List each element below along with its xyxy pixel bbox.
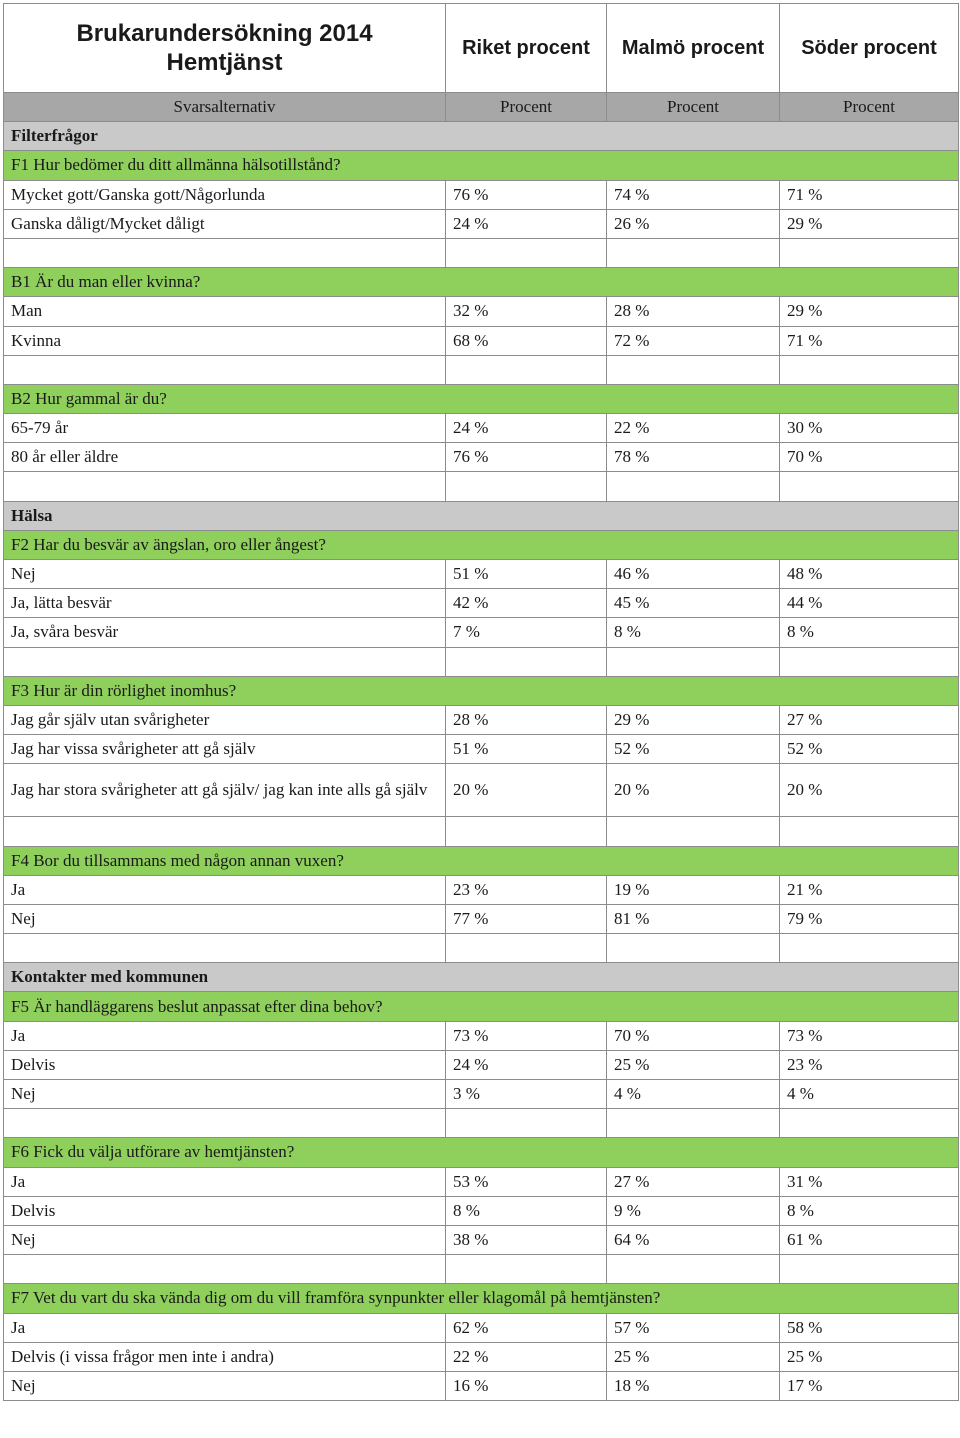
value-cell: 30 % [780, 414, 959, 443]
survey-table [3, 3, 959, 1401]
answer-label: Ganska dåligt/Mycket dåligt [4, 209, 446, 238]
section-title: Kontakter med kommunen [4, 963, 959, 992]
value-cell: 73 % [446, 1021, 607, 1050]
value-cell: 20 % [607, 764, 780, 817]
question-row [4, 846, 959, 875]
spacer-row [4, 647, 959, 676]
value-cell: 8 % [446, 1196, 607, 1225]
subheader-unit: Procent [607, 93, 780, 122]
question-row [4, 530, 959, 559]
value-cell: 23 % [446, 875, 607, 904]
value-cell: 8 % [780, 1196, 959, 1225]
question-row [4, 151, 959, 180]
table-row [4, 1196, 959, 1225]
value-cell: 64 % [607, 1225, 780, 1254]
value-cell: 76 % [446, 180, 607, 209]
subheader-unit: Procent [446, 93, 607, 122]
value-cell: 20 % [446, 764, 607, 817]
table-row [4, 1225, 959, 1254]
value-cell: 79 % [780, 904, 959, 933]
table-row [4, 1050, 959, 1079]
spacer-row [4, 472, 959, 501]
value-cell: 51 % [446, 560, 607, 589]
table-row [4, 1167, 959, 1196]
value-cell: 46 % [607, 560, 780, 589]
subheader-unit: Procent [780, 93, 959, 122]
spacer-row [4, 1109, 959, 1138]
column-header-riket: Riket procent [446, 4, 607, 93]
subheader-row [4, 93, 959, 122]
answer-label: Nej [4, 560, 446, 589]
table-row [4, 764, 959, 817]
value-cell: 72 % [607, 326, 780, 355]
value-cell: 16 % [446, 1371, 607, 1400]
value-cell: 42 % [446, 589, 607, 618]
value-cell: 53 % [446, 1167, 607, 1196]
answer-label: Jag går själv utan svårigheter [4, 705, 446, 734]
table-row [4, 1342, 959, 1371]
question-text: F6 Fick du välja utförare av hemtjänsten? [4, 1138, 959, 1167]
header-row [4, 4, 959, 93]
question-text: F5 Är handläggarens beslut anpassat efter dina behov? [4, 992, 959, 1021]
value-cell: 8 % [780, 618, 959, 647]
section-title: Hälsa [4, 501, 959, 530]
question-row [4, 1284, 959, 1313]
column-header-malmo: Malmö procent [607, 4, 780, 93]
subheader-label: Svarsalternativ [4, 93, 446, 122]
section-row [4, 501, 959, 530]
value-cell: 17 % [780, 1371, 959, 1400]
answer-label: Ja [4, 1313, 446, 1342]
table-row [4, 443, 959, 472]
value-cell: 4 % [780, 1080, 959, 1109]
table-row [4, 560, 959, 589]
value-cell: 7 % [446, 618, 607, 647]
table-row [4, 180, 959, 209]
value-cell: 71 % [780, 180, 959, 209]
value-cell: 44 % [780, 589, 959, 618]
answer-label: Jag har stora svårigheter att gå själv/ jag kan inte alls gå själv [4, 764, 446, 817]
value-cell: 29 % [780, 297, 959, 326]
value-cell: 24 % [446, 209, 607, 238]
answer-label: Nej [4, 1371, 446, 1400]
spacer-row [4, 355, 959, 384]
question-text: F2 Har du besvär av ängslan, oro eller ångest? [4, 530, 959, 559]
section-title: Filterfrågor [4, 122, 959, 151]
value-cell: 28 % [446, 705, 607, 734]
value-cell: 81 % [607, 904, 780, 933]
question-text: F4 Bor du tillsammans med någon annan vuxen? [4, 846, 959, 875]
value-cell: 20 % [780, 764, 959, 817]
answer-label: 65-79 år [4, 414, 446, 443]
question-row [4, 1138, 959, 1167]
value-cell: 45 % [607, 589, 780, 618]
answer-label: Delvis (i vissa frågor men inte i andra) [4, 1342, 446, 1371]
question-row [4, 992, 959, 1021]
value-cell: 24 % [446, 414, 607, 443]
question-row [4, 268, 959, 297]
value-cell: 3 % [446, 1080, 607, 1109]
value-cell: 62 % [446, 1313, 607, 1342]
value-cell: 57 % [607, 1313, 780, 1342]
value-cell: 68 % [446, 326, 607, 355]
table-row [4, 618, 959, 647]
column-header-soder: Söder procent [780, 4, 959, 93]
table-row [4, 209, 959, 238]
value-cell: 22 % [446, 1342, 607, 1371]
value-cell: 76 % [446, 443, 607, 472]
value-cell: 73 % [780, 1021, 959, 1050]
table-row [4, 904, 959, 933]
answer-label: Ja, lätta besvär [4, 589, 446, 618]
value-cell: 71 % [780, 326, 959, 355]
value-cell: 52 % [780, 735, 959, 764]
answer-label: Ja [4, 875, 446, 904]
question-text: B1 Är du man eller kvinna? [4, 268, 959, 297]
value-cell: 61 % [780, 1225, 959, 1254]
answer-label: Delvis [4, 1196, 446, 1225]
value-cell: 22 % [607, 414, 780, 443]
value-cell: 4 % [607, 1080, 780, 1109]
value-cell: 70 % [780, 443, 959, 472]
value-cell: 29 % [780, 209, 959, 238]
value-cell: 8 % [607, 618, 780, 647]
value-cell: 19 % [607, 875, 780, 904]
answer-label: Ja [4, 1167, 446, 1196]
value-cell: 27 % [607, 1167, 780, 1196]
value-cell: 21 % [780, 875, 959, 904]
value-cell: 52 % [607, 735, 780, 764]
table-row [4, 1313, 959, 1342]
value-cell: 48 % [780, 560, 959, 589]
table-row [4, 875, 959, 904]
question-text: F1 Hur bedömer du ditt allmänna hälsotillstånd? [4, 151, 959, 180]
answer-label: Man [4, 297, 446, 326]
value-cell: 9 % [607, 1196, 780, 1225]
question-row [4, 676, 959, 705]
value-cell: 24 % [446, 1050, 607, 1079]
table-row [4, 326, 959, 355]
question-text: F3 Hur är din rörlighet inomhus? [4, 676, 959, 705]
value-cell: 77 % [446, 904, 607, 933]
question-row [4, 384, 959, 413]
value-cell: 26 % [607, 209, 780, 238]
table-row [4, 414, 959, 443]
value-cell: 58 % [780, 1313, 959, 1342]
answer-label: Jag har vissa svårigheter att gå själv [4, 735, 446, 764]
table-row [4, 589, 959, 618]
value-cell: 29 % [607, 705, 780, 734]
question-text: B2 Hur gammal är du? [4, 384, 959, 413]
answer-label: Nej [4, 1225, 446, 1254]
value-cell: 23 % [780, 1050, 959, 1079]
value-cell: 51 % [446, 735, 607, 764]
answer-label: Ja [4, 1021, 446, 1050]
answer-label: Mycket gott/Ganska gott/Någorlunda [4, 180, 446, 209]
value-cell: 32 % [446, 297, 607, 326]
value-cell: 28 % [607, 297, 780, 326]
table-row [4, 297, 959, 326]
table-title: Brukarundersökning 2014 Hemtjänst [4, 4, 446, 93]
value-cell: 27 % [780, 705, 959, 734]
table-row [4, 1080, 959, 1109]
value-cell: 78 % [607, 443, 780, 472]
value-cell: 25 % [780, 1342, 959, 1371]
answer-label: 80 år eller äldre [4, 443, 446, 472]
section-row [4, 963, 959, 992]
spacer-row [4, 934, 959, 963]
table-row [4, 735, 959, 764]
value-cell: 38 % [446, 1225, 607, 1254]
spacer-row [4, 817, 959, 846]
value-cell: 25 % [607, 1050, 780, 1079]
value-cell: 31 % [780, 1167, 959, 1196]
question-text: F7 Vet du vart du ska vända dig om du vill framföra synpunkter eller klagomål på hemtjänsten? [4, 1284, 959, 1313]
value-cell: 25 % [607, 1342, 780, 1371]
answer-label: Ja, svåra besvär [4, 618, 446, 647]
answer-label: Delvis [4, 1050, 446, 1079]
table-row [4, 705, 959, 734]
table-row [4, 1371, 959, 1400]
spacer-row [4, 238, 959, 267]
table-row [4, 1021, 959, 1050]
answer-label: Kvinna [4, 326, 446, 355]
answer-label: Nej [4, 904, 446, 933]
value-cell: 70 % [607, 1021, 780, 1050]
section-row [4, 122, 959, 151]
value-cell: 74 % [607, 180, 780, 209]
value-cell: 18 % [607, 1371, 780, 1400]
answer-label: Nej [4, 1080, 446, 1109]
spacer-row [4, 1255, 959, 1284]
